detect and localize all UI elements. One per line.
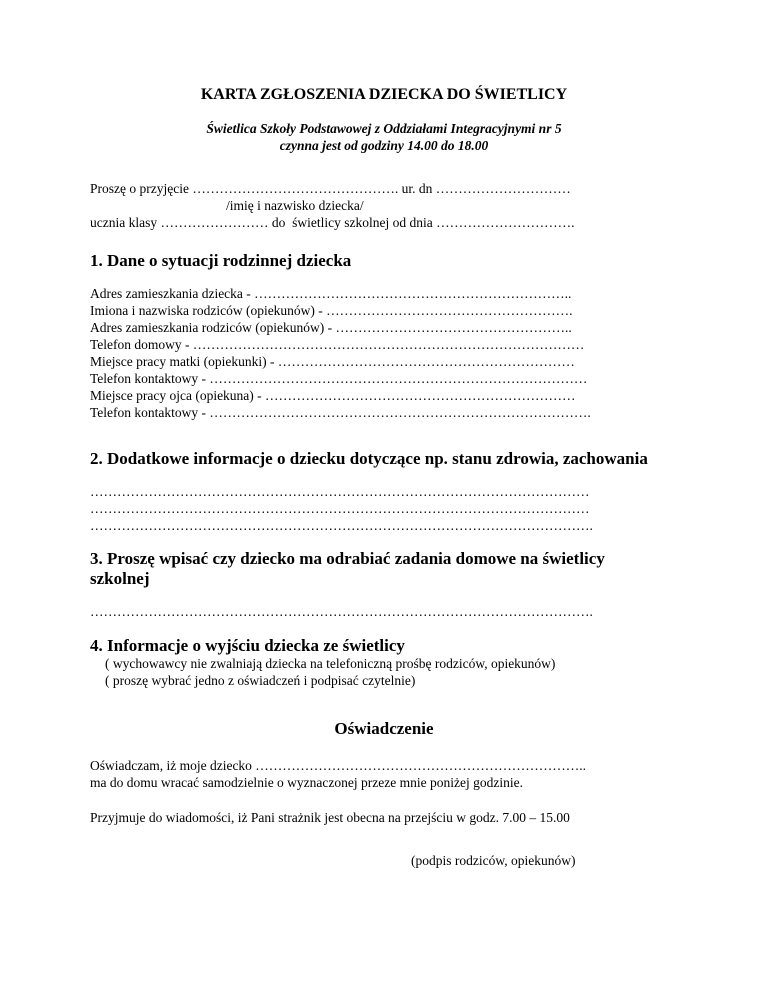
section-3-heading-cont: szkolnej bbox=[90, 569, 150, 588]
signature-caption: (podpis rodziców, opiekunów) bbox=[411, 853, 576, 868]
statement-heading: Oświadczenie bbox=[334, 719, 434, 738]
section-4-note-1: ( wychowawcy nie zwalniają dziecka na telefoniczną prośbę rodziców, opiekunów) bbox=[105, 656, 556, 671]
statement-line-3: Przyjmuje do wiadomości, iż Pani strażnik jest obecna na przejściu w godz. 7.00 – 15.00 bbox=[90, 810, 570, 825]
section-1-line: Telefon kontaktowy - ………………………………………………………………………… bbox=[90, 371, 588, 386]
section-1-line: Adres zamieszkania dziecka - …………………………………………………………….. bbox=[90, 286, 572, 301]
section-1-line: Imiona i nazwiska rodziców (opiekunów) - ………………………………………………. bbox=[90, 303, 573, 318]
statement-line-1: Oświadczam, iż moje dziecko ……………………………………………………………….. bbox=[90, 758, 587, 773]
section-1-line: Telefon kontaktowy - …………………………………………………………………………. bbox=[90, 405, 591, 420]
intro-line-3: ucznia klasy …………………… do świetlicy szkolnej od dnia …………………………. bbox=[90, 215, 575, 230]
section-1-line: Telefon domowy - …………………………………………………………………………… bbox=[90, 337, 585, 352]
section-1-heading: 1. Dane o sytuacji rodzinnej dziecka bbox=[90, 251, 352, 270]
section-2-heading: 2. Dodatkowe informacje o dziecku dotyczące np. stanu zdrowia, zachowania bbox=[90, 449, 648, 468]
section-2-line: …………………………………………………………………………………………………. bbox=[90, 518, 593, 533]
section-3-line: …………………………………………………………………………………………………. bbox=[90, 604, 593, 619]
intro-line-1: Proszę o przyjęcie ………………………………………. ur. dn ………………………… bbox=[90, 181, 571, 196]
section-2-line: ………………………………………………………………………………………………… bbox=[90, 501, 590, 516]
section-1-line: Miejsce pracy matki (opiekunki) - ………………………………………………………… bbox=[90, 354, 575, 369]
section-1-line: Adres zamieszkania rodziców (opiekunów) - …………………………………………….. bbox=[90, 320, 572, 335]
section-2-line: ………………………………………………………………………………………………… bbox=[90, 484, 590, 499]
form-title: KARTA ZGŁOSZENIA DZIECKA DO ŚWIETLICY bbox=[200, 86, 568, 103]
section-3-heading: 3. Proszę wpisać czy dziecko ma odrabiać zadania domowe na świetlicy bbox=[90, 549, 605, 568]
subtitle-line-2: czynna jest od godziny 14.00 do 18.00 bbox=[279, 138, 489, 153]
section-4-heading: 4. Informacje o wyjściu dziecka ze świetlicy bbox=[90, 636, 405, 655]
intro-line-2: /imię i nazwisko dziecka/ bbox=[226, 198, 364, 213]
section-4-note-2: ( proszę wybrać jedno z oświadczeń i podpisać czytelnie) bbox=[105, 673, 416, 688]
statement-line-2: ma do domu wracać samodzielnie o wyznaczonej przeze mnie poniżej godzinie. bbox=[90, 775, 523, 790]
section-1-line: Miejsce pracy ojca (opiekuna) - …………………………………………………………… bbox=[90, 388, 576, 403]
subtitle-line-1: Świetlica Szkoły Podstawowej z Oddziałami Integracyjnymi nr 5 bbox=[206, 121, 562, 136]
